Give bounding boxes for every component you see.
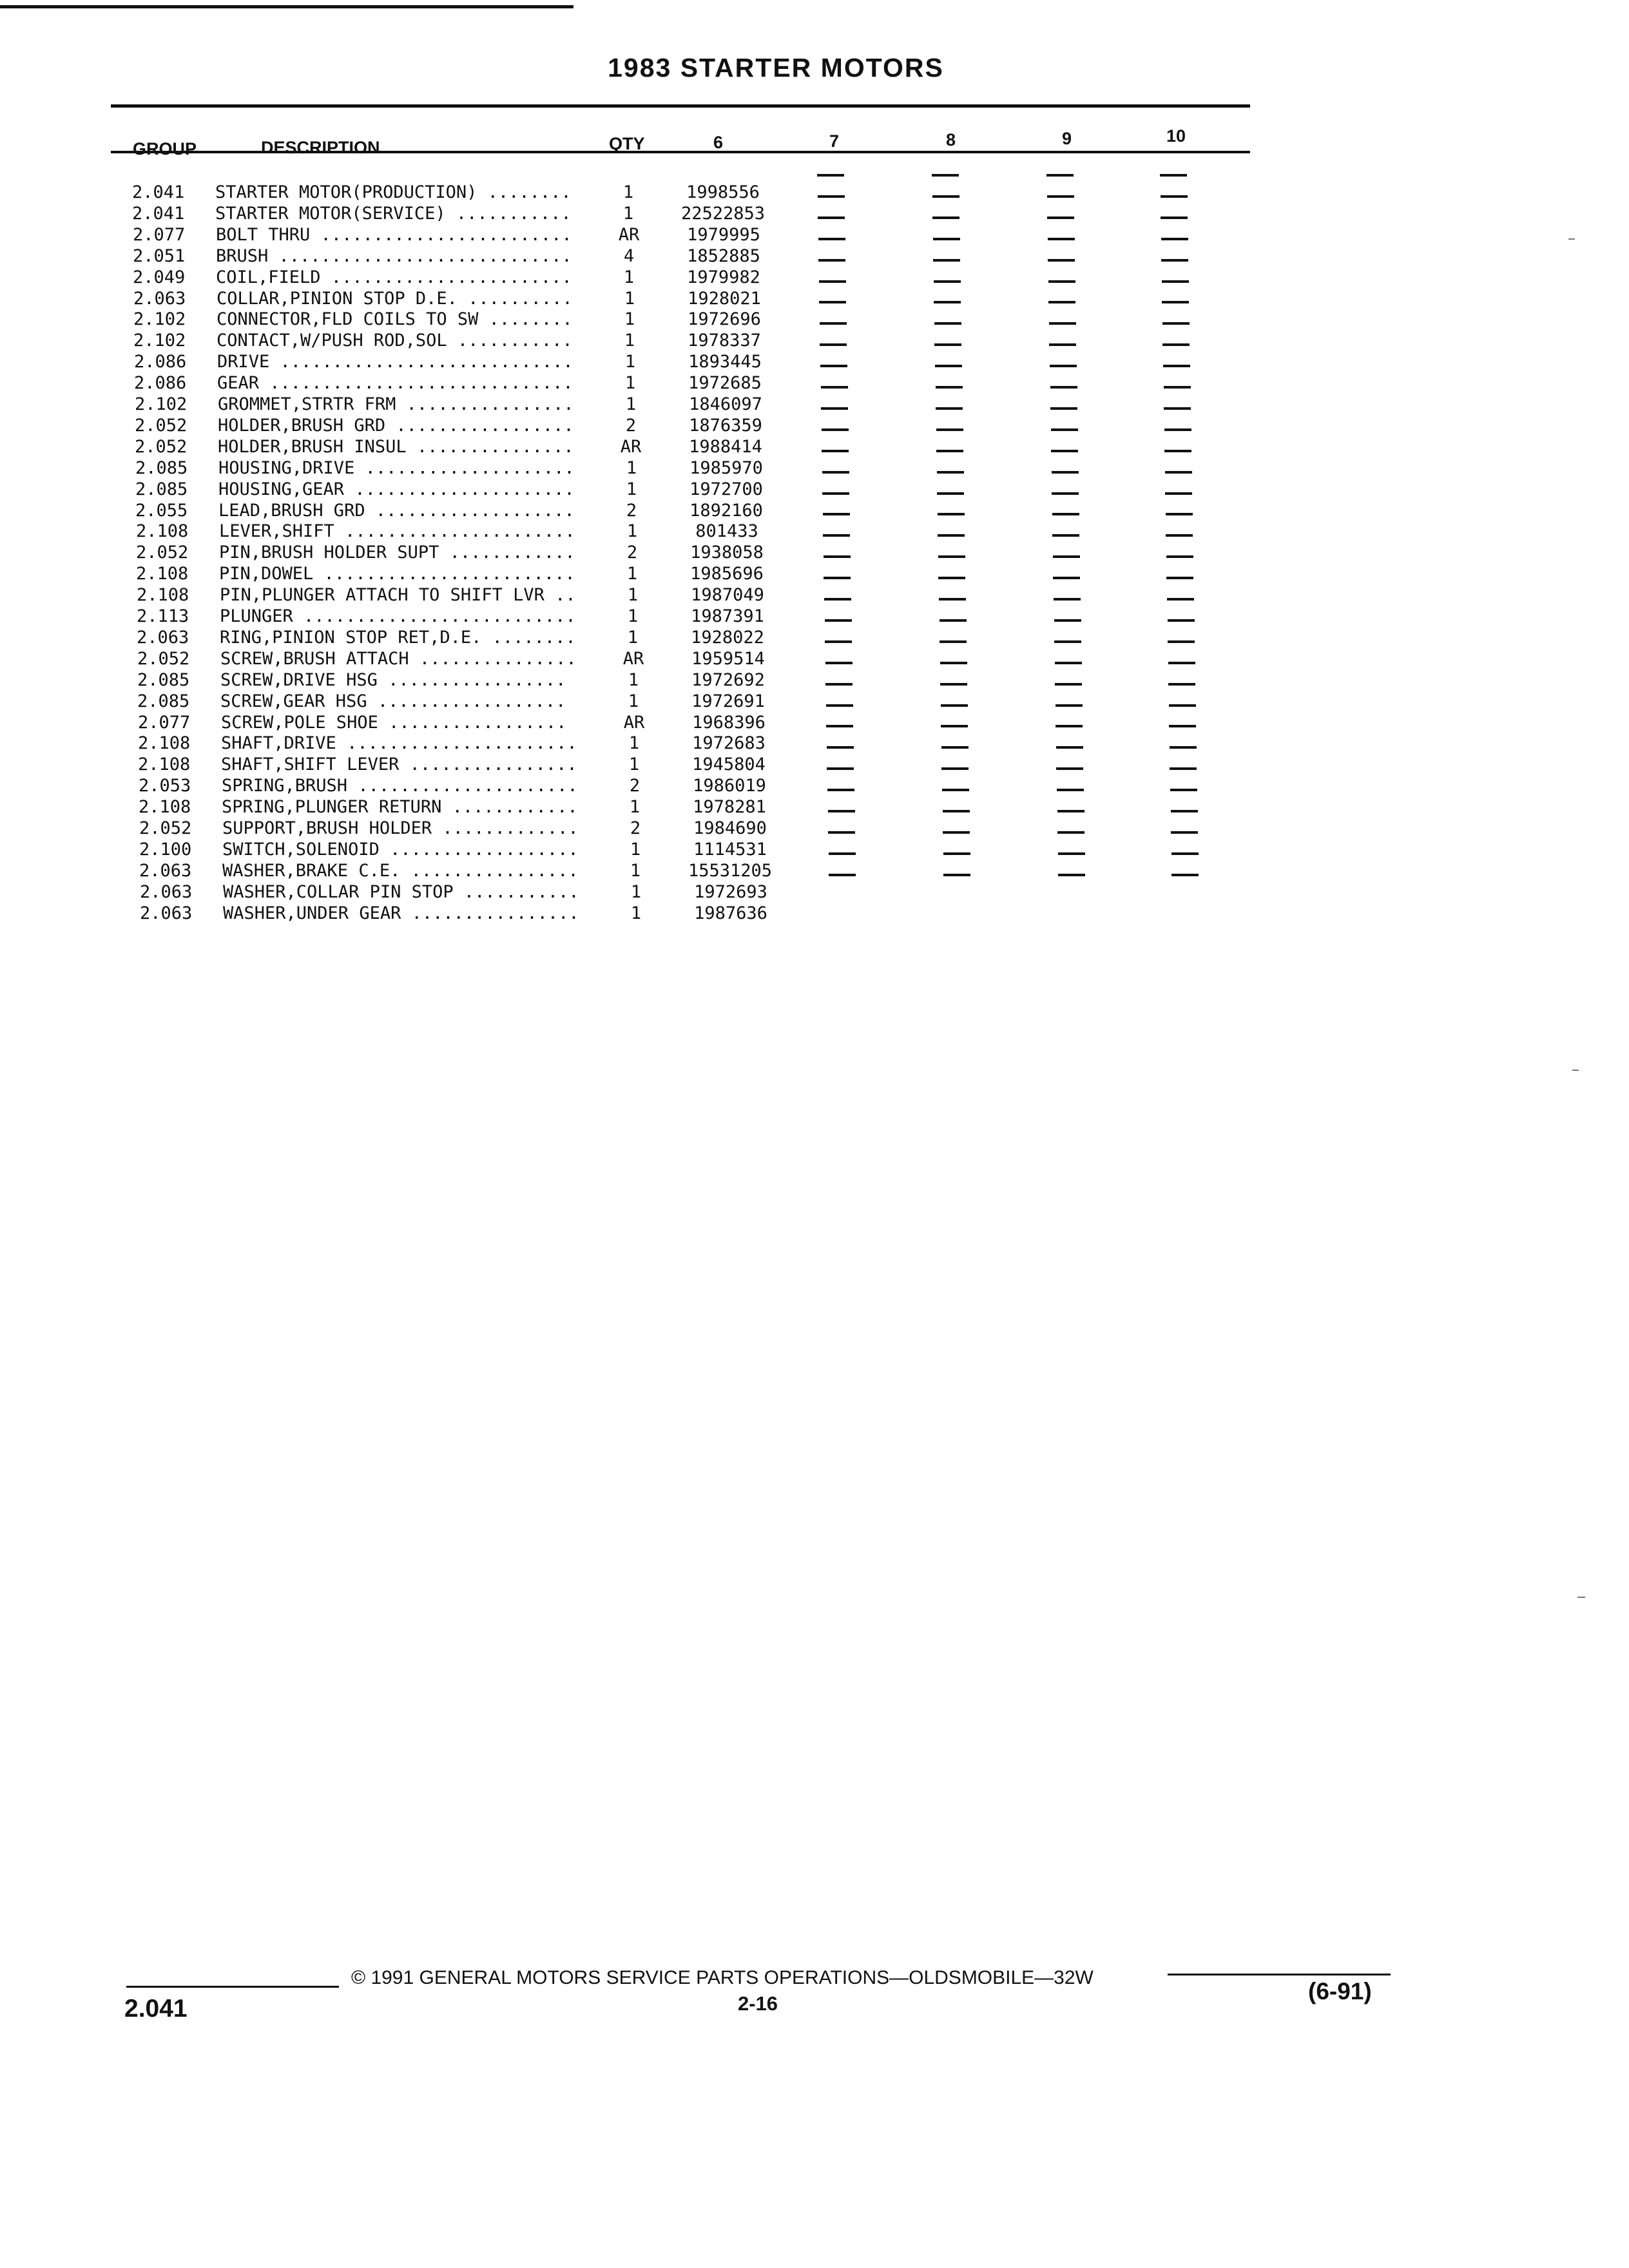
not-applicable-dash: [819, 301, 846, 303]
part-description: HOLDER,BRUSH GRD .................: [218, 416, 574, 436]
group-code: 2.063: [140, 903, 193, 923]
not-applicable-dash: [1170, 789, 1197, 791]
not-applicable-dash: [827, 767, 854, 770]
quantity: 1: [623, 267, 635, 287]
not-applicable-dash: [1168, 662, 1195, 664]
quantity: 2: [630, 818, 641, 838]
part-description: SCREW,POLE SHOE .................: [221, 713, 567, 733]
header-col-8: 8: [946, 130, 956, 149]
not-applicable-dash: [822, 471, 849, 474]
not-applicable-dash: [821, 386, 848, 389]
not-applicable-dash: [1054, 619, 1081, 622]
not-applicable-dash: [817, 174, 844, 177]
part-description: SCREW,GEAR HSG ..................: [220, 691, 566, 711]
quantity: 2: [626, 501, 637, 521]
not-applicable-dash: [1055, 725, 1083, 727]
header-top-rule: [111, 104, 1250, 108]
header-description: DESCRIPTION: [261, 138, 380, 157]
not-applicable-dash: [940, 683, 967, 686]
not-applicable-dash: [1055, 662, 1082, 664]
scan-speck: [1577, 1597, 1585, 1598]
group-code: 2.052: [139, 818, 192, 838]
part-number: 1998556: [686, 182, 760, 202]
part-description: PIN,DOWEL ........................: [219, 564, 575, 584]
part-description: RING,PINION STOP RET,D.E. ........: [220, 628, 576, 648]
not-applicable-dash: [936, 428, 963, 431]
part-description: SHAFT,DRIVE ......................: [221, 733, 577, 753]
not-applicable-dash: [1171, 852, 1199, 855]
quantity: 1: [628, 754, 640, 774]
quantity: 1: [628, 670, 639, 690]
not-applicable-dash: [820, 365, 847, 367]
footer-page-number: 2-16: [738, 1992, 778, 2015]
header-col-9: 9: [1062, 129, 1072, 148]
group-code: 2.063: [133, 289, 186, 309]
part-number: 15531205: [688, 861, 773, 881]
quantity: 1: [626, 521, 638, 541]
part-number: 1959514: [691, 649, 765, 669]
not-applicable-dash: [829, 852, 856, 855]
quantity: 1: [624, 373, 636, 393]
footer-right-rule: [1168, 1974, 1391, 1975]
not-applicable-dash: [1058, 874, 1085, 876]
part-number: 1928022: [691, 628, 764, 648]
part-number: 1987049: [691, 585, 764, 605]
group-code: 2.085: [135, 479, 188, 499]
quantity: 1: [624, 309, 635, 329]
not-applicable-dash: [1057, 810, 1084, 812]
part-number: 1972700: [689, 479, 763, 499]
part-description: HOUSING,GEAR .....................: [218, 479, 575, 499]
not-applicable-dash: [1162, 322, 1190, 325]
not-applicable-dash: [941, 746, 969, 749]
not-applicable-dash: [1169, 704, 1196, 707]
not-applicable-dash: [1052, 534, 1079, 537]
group-code: 2.049: [133, 267, 186, 287]
part-number: 1972691: [691, 691, 765, 711]
quantity: 1: [626, 458, 637, 478]
scan-speck: [1572, 1070, 1579, 1071]
quantity: 2: [626, 543, 638, 562]
not-applicable-dash: [1160, 174, 1187, 177]
not-applicable-dash: [1162, 343, 1190, 346]
header-col-7: 7: [829, 131, 840, 151]
quantity: 1: [630, 882, 642, 902]
header-col-10: 10: [1166, 126, 1186, 146]
part-description: LEVER,SHIFT ......................: [219, 521, 575, 541]
not-applicable-dash: [1052, 471, 1079, 474]
group-code: 2.102: [135, 394, 188, 414]
not-applicable-dash: [1162, 301, 1189, 303]
part-description: HOLDER,BRUSH INSUL ...............: [218, 437, 574, 457]
header-group: GROUP: [133, 139, 197, 159]
scan-speck: [1568, 238, 1575, 240]
part-number: 1114531: [693, 840, 767, 860]
page-title: 1983 STARTER MOTORS: [608, 53, 944, 82]
quantity: 1: [624, 289, 635, 309]
not-applicable-dash: [1052, 492, 1079, 495]
not-applicable-dash: [940, 619, 967, 622]
not-applicable-dash: [936, 386, 963, 389]
part-number: 1938058: [690, 543, 764, 562]
not-applicable-dash: [826, 725, 853, 727]
quantity: 1: [629, 797, 641, 817]
not-applicable-dash: [1161, 195, 1188, 198]
group-code: 2.063: [139, 861, 192, 881]
part-description: SCREW,BRUSH ATTACH ...............: [220, 649, 577, 669]
not-applicable-dash: [932, 195, 959, 198]
part-description: SHAFT,SHIFT LEVER ................: [221, 754, 577, 774]
quantity: 1: [630, 861, 641, 881]
quantity: 1: [630, 840, 641, 860]
not-applicable-dash: [938, 513, 965, 515]
part-description: CONTACT,W/PUSH ROD,SOL ...........: [217, 331, 573, 351]
quantity: 2: [629, 776, 641, 796]
part-number: 1892160: [689, 501, 763, 521]
part-number: 1972683: [692, 733, 766, 753]
not-applicable-dash: [1054, 640, 1081, 643]
not-applicable-dash: [943, 831, 970, 834]
not-applicable-dash: [1161, 216, 1188, 219]
part-number: 1852885: [687, 246, 760, 266]
not-applicable-dash: [936, 450, 963, 452]
group-code: 2.108: [138, 733, 191, 753]
quantity: 1: [624, 352, 636, 372]
not-applicable-dash: [1053, 577, 1080, 579]
not-applicable-dash: [824, 555, 851, 558]
group-code: 2.085: [137, 691, 190, 711]
part-number: 1984690: [693, 818, 767, 838]
group-code: 2.102: [133, 309, 186, 329]
not-applicable-dash: [933, 238, 960, 240]
quantity: 1: [626, 479, 637, 499]
part-number: 1987391: [691, 606, 764, 626]
not-applicable-dash: [940, 640, 967, 643]
not-applicable-dash: [1048, 280, 1075, 283]
not-applicable-dash: [932, 216, 959, 219]
not-applicable-dash: [1165, 471, 1192, 474]
group-code: 2.063: [140, 882, 193, 902]
not-applicable-dash: [1050, 365, 1077, 367]
part-number: 1972692: [691, 670, 765, 690]
part-number: 1972685: [688, 373, 762, 393]
not-applicable-dash: [936, 407, 963, 410]
part-description: COLLAR,PINION STOP D.E. ..........: [217, 289, 573, 309]
not-applicable-dash: [1164, 428, 1191, 431]
not-applicable-dash: [1171, 831, 1198, 834]
part-description: STARTER MOTOR(PRODUCTION) ........: [215, 182, 572, 202]
part-number: 1972693: [694, 882, 767, 902]
quantity: 1: [627, 585, 639, 605]
group-code: 2.041: [132, 204, 185, 224]
not-applicable-dash: [1166, 577, 1193, 579]
not-applicable-dash: [1166, 555, 1193, 558]
not-applicable-dash: [942, 789, 969, 791]
not-applicable-dash: [1167, 598, 1194, 601]
part-description: STARTER MOTOR(SERVICE) ...........: [215, 204, 572, 224]
not-applicable-dash: [823, 513, 850, 515]
not-applicable-dash: [939, 598, 966, 601]
not-applicable-dash: [1164, 450, 1191, 452]
group-code: 2.108: [139, 797, 191, 817]
not-applicable-dash: [932, 174, 959, 177]
part-description: SCREW,DRIVE HSG .................: [220, 670, 566, 690]
not-applicable-dash: [1046, 174, 1074, 177]
not-applicable-dash: [818, 195, 845, 198]
group-code: 2.052: [137, 649, 190, 669]
not-applicable-dash: [1049, 343, 1076, 346]
not-applicable-dash: [818, 216, 845, 219]
part-description: BRUSH ............................: [216, 246, 572, 266]
quantity: AR: [622, 649, 644, 669]
not-applicable-dash: [818, 238, 845, 240]
not-applicable-dash: [1054, 598, 1081, 601]
not-applicable-dash: [1055, 683, 1082, 686]
group-code: 2.113: [137, 606, 189, 626]
not-applicable-dash: [1170, 746, 1197, 749]
part-description: GEAR .............................: [217, 373, 574, 393]
part-number: 22522853: [680, 204, 766, 224]
group-code: 2.041: [132, 182, 185, 202]
not-applicable-dash: [938, 577, 965, 579]
not-applicable-dash: [941, 725, 968, 727]
not-applicable-dash: [1056, 767, 1083, 770]
not-applicable-dash: [1164, 386, 1191, 389]
not-applicable-dash: [1050, 407, 1077, 410]
not-applicable-dash: [1164, 407, 1191, 410]
not-applicable-dash: [1051, 450, 1078, 452]
not-applicable-dash: [823, 534, 850, 537]
not-applicable-dash: [828, 810, 855, 812]
quantity: 1: [630, 903, 642, 923]
not-applicable-dash: [1048, 259, 1075, 262]
part-number: 1968396: [692, 713, 766, 733]
part-description: BOLT THRU ........................: [216, 225, 572, 245]
not-applicable-dash: [824, 577, 851, 579]
not-applicable-dash: [822, 450, 849, 452]
group-code: 2.077: [133, 225, 186, 245]
quantity: 1: [625, 394, 637, 414]
part-number: 801433: [695, 521, 758, 541]
part-number: 1876359: [689, 416, 762, 436]
not-applicable-dash: [938, 534, 965, 537]
part-number: 1928021: [688, 289, 761, 309]
part-number: 1985696: [690, 564, 764, 584]
part-number: 1979982: [687, 267, 760, 287]
not-applicable-dash: [1058, 852, 1085, 855]
not-applicable-dash: [1057, 789, 1084, 791]
not-applicable-dash: [1047, 195, 1074, 198]
part-description: CONNECTOR,FLD COILS TO SW ........: [217, 309, 573, 329]
part-number: 1945804: [692, 754, 766, 774]
not-applicable-dash: [822, 492, 849, 495]
not-applicable-dash: [822, 428, 849, 431]
not-applicable-dash: [825, 683, 853, 686]
group-code: 2.052: [136, 543, 189, 562]
not-applicable-dash: [820, 343, 847, 346]
footer-left-rule: [126, 1986, 339, 1988]
group-code: 2.053: [139, 776, 191, 796]
group-code: 2.052: [135, 416, 188, 436]
part-description: SPRING,BRUSH .....................: [222, 776, 578, 796]
header-col-6: 6: [713, 133, 724, 152]
not-applicable-dash: [943, 874, 970, 876]
quantity: 1: [627, 628, 639, 648]
part-description: DRIVE ............................: [217, 352, 574, 372]
not-applicable-dash: [1056, 746, 1083, 749]
group-code: 2.085: [137, 670, 190, 690]
group-code: 2.086: [134, 352, 187, 372]
quantity: 2: [625, 416, 637, 436]
not-applicable-dash: [1048, 301, 1075, 303]
not-applicable-dash: [1166, 513, 1193, 515]
not-applicable-dash: [821, 407, 848, 410]
not-applicable-dash: [1050, 386, 1077, 389]
group-code: 2.063: [137, 628, 189, 648]
not-applicable-dash: [937, 492, 964, 495]
part-description: PLUNGER ..........................: [220, 606, 576, 626]
not-applicable-dash: [826, 704, 853, 707]
part-number: 1979995: [687, 225, 760, 245]
header-qty: QTY: [609, 134, 645, 153]
group-code: 2.108: [136, 564, 189, 584]
group-code: 2.108: [137, 585, 189, 605]
not-applicable-dash: [934, 280, 961, 283]
group-code: 2.086: [134, 373, 187, 393]
not-applicable-dash: [1048, 238, 1075, 240]
not-applicable-dash: [1053, 555, 1080, 558]
not-applicable-dash: [1047, 216, 1074, 219]
not-applicable-dash: [825, 619, 852, 622]
not-applicable-dash: [1055, 704, 1083, 707]
not-applicable-dash: [1171, 874, 1199, 876]
not-applicable-dash: [1170, 767, 1197, 770]
not-applicable-dash: [825, 662, 853, 664]
part-description: WASHER,COLLAR PIN STOP ...........: [223, 882, 579, 902]
part-description: PIN,BRUSH HOLDER SUPT ............: [219, 543, 575, 562]
not-applicable-dash: [820, 322, 847, 325]
group-code: 2.108: [136, 521, 189, 541]
part-description: GROMMET,STRTR FRM ................: [218, 394, 574, 414]
part-description: PIN,PLUNGER ATTACH TO SHIFT LVR ..: [220, 585, 576, 605]
not-applicable-dash: [828, 831, 855, 834]
not-applicable-dash: [829, 874, 856, 876]
not-applicable-dash: [1168, 683, 1195, 686]
not-applicable-dash: [935, 365, 962, 367]
quantity: 1: [628, 691, 639, 711]
part-number: 1988414: [689, 437, 762, 457]
part-description: COIL,FIELD .......................: [216, 267, 572, 287]
footer-revision-date: (6-91): [1308, 1978, 1372, 2004]
not-applicable-dash: [818, 259, 845, 262]
group-code: 2.108: [138, 754, 191, 774]
not-applicable-dash: [1051, 428, 1078, 431]
quantity: 1: [626, 564, 638, 584]
part-number: 1978281: [693, 797, 766, 817]
part-number: 1978337: [688, 331, 761, 351]
part-description: SWITCH,SOLENOID ..................: [222, 840, 579, 860]
not-applicable-dash: [1163, 365, 1190, 367]
part-description: SPRING,PLUNGER RETURN ............: [222, 797, 578, 817]
top-rule: [0, 5, 574, 8]
group-code: 2.085: [135, 458, 188, 478]
part-number: 1987636: [694, 903, 767, 923]
not-applicable-dash: [1057, 831, 1084, 834]
part-number: 1985970: [689, 458, 763, 478]
not-applicable-dash: [1052, 513, 1079, 515]
quantity: AR: [623, 713, 645, 733]
not-applicable-dash: [943, 852, 970, 855]
quantity: 1: [622, 204, 634, 224]
quantity: 1: [624, 331, 635, 351]
not-applicable-dash: [827, 746, 854, 749]
not-applicable-dash: [1168, 619, 1195, 622]
not-applicable-dash: [934, 322, 961, 325]
footer-group-number: 2.041: [124, 1995, 188, 2023]
group-code: 2.102: [133, 331, 186, 351]
quantity: AR: [620, 437, 642, 457]
group-code: 2.055: [135, 501, 188, 521]
group-code: 2.077: [138, 713, 191, 733]
part-description: SUPPORT,BRUSH HOLDER .............: [222, 818, 579, 838]
not-applicable-dash: [943, 810, 970, 812]
not-applicable-dash: [1166, 534, 1193, 537]
part-description: WASHER,BRAKE C.E. ................: [222, 861, 579, 881]
not-applicable-dash: [940, 662, 967, 664]
not-applicable-dash: [1161, 238, 1188, 240]
not-applicable-dash: [934, 301, 961, 303]
not-applicable-dash: [1049, 322, 1076, 325]
not-applicable-dash: [941, 767, 969, 770]
part-description: LEAD,BRUSH GRD ...................: [218, 501, 575, 521]
not-applicable-dash: [1168, 640, 1195, 643]
part-number: 1893445: [688, 352, 762, 372]
not-applicable-dash: [1169, 725, 1196, 727]
quantity: AR: [618, 225, 640, 245]
not-applicable-dash: [1162, 280, 1189, 283]
quantity: 1: [622, 182, 634, 202]
not-applicable-dash: [941, 704, 968, 707]
quantity: 4: [623, 246, 635, 266]
copyright-line: © 1991 GENERAL MOTORS SERVICE PARTS OPERATIONS—OLDSMOBILE—32W: [351, 1967, 1094, 1988]
part-number: 1846097: [689, 394, 762, 414]
group-code: 2.100: [139, 840, 192, 860]
not-applicable-dash: [824, 598, 851, 601]
not-applicable-dash: [1161, 259, 1188, 262]
not-applicable-dash: [937, 471, 964, 474]
quantity: 1: [628, 733, 640, 753]
group-code: 2.051: [133, 246, 186, 266]
part-description: HOUSING,DRIVE ....................: [218, 458, 575, 478]
not-applicable-dash: [1171, 810, 1198, 812]
not-applicable-dash: [827, 789, 854, 791]
not-applicable-dash: [1165, 492, 1192, 495]
not-applicable-dash: [819, 280, 846, 283]
part-number: 1972696: [688, 309, 761, 329]
not-applicable-dash: [933, 259, 960, 262]
group-code: 2.052: [135, 437, 188, 457]
not-applicable-dash: [825, 640, 852, 643]
quantity: 1: [627, 606, 639, 626]
part-number: 1986019: [693, 776, 766, 796]
part-description: WASHER,UNDER GEAR ................: [223, 903, 579, 923]
not-applicable-dash: [938, 555, 965, 558]
not-applicable-dash: [934, 343, 961, 346]
